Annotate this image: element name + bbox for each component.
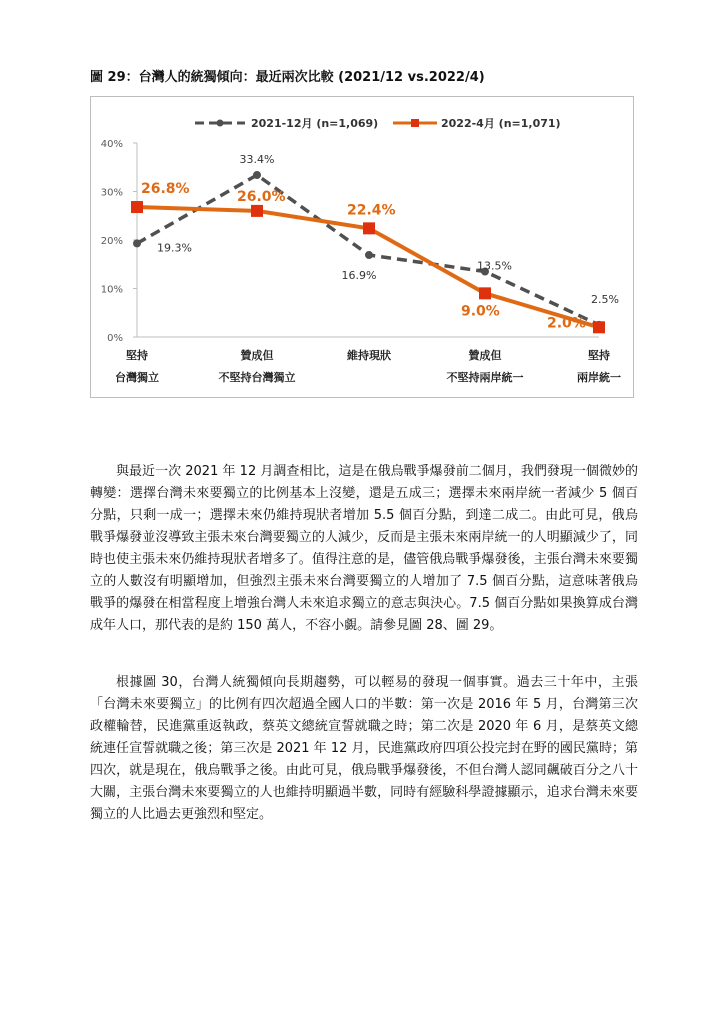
x-category-label: 維持現狀 [347, 349, 391, 362]
x-category-label: 不堅持兩岸統一 [446, 371, 524, 384]
line-chart [91, 97, 633, 397]
series-line-2021-12 [137, 175, 599, 325]
x-category-label: 不堅持台灣獨立 [218, 371, 296, 384]
legend-marker-2022-4 [411, 119, 419, 127]
data-point-2022-4 [593, 321, 605, 333]
legend-label-2022-4: 2022-4月 (n=1,071) [441, 117, 561, 130]
x-category-label: 台灣獨立 [115, 371, 159, 384]
body-paragraph-2: 根據圖 30，台灣人統獨傾向長期趨勢，可以輕易的發現一個事實。過去三十年中，主張「台灣未來要獨立」的比例有四次超過全國人口的半數：第一次是 2016 年 5 月，台灣第三次政權輪替，民進黨重返執政，蔡英文總統宣誓就職之時；第二次是 2020 年 6 月，是蔡英文總統連任宣誓就職之後；第三次是 2021 年 12 月，民進黨政府四項公投完封在野的國民黨時；第四次，就是現在，俄烏戰爭之後。由此可見，俄烏戰爭爆發後，不但台灣人認同飆破百分之八十大關，主張台灣未來要獨立的人也維持明顯過半數，同時有經驗科學證據顯示，追求台灣未來要獨立的人比過去更強烈和堅定。 [90, 675, 638, 822]
body-paragraph-1: 與最近一次 2021 年 12 月調查相比，這是在俄烏戰爭爆發前二個月，我們發現一個微妙的轉變：選擇台灣未來要獨立的比例基本上沒變，還是五成三；選擇未來兩岸統一者減少 5 個百分點，只剩一成一；選擇未來仍維持現狀者增加 5.5 個百分點，到達二成二。由此可見，俄烏戰爭爆發並沒導致主張未來台灣要獨立的人減少，反而是主張未來兩岸統一的人明顯減少了，同時也使主張未來仍維持現狀者增多了。值得注意的是，儘管俄烏戰爭爆發後，主張台灣未來要獨立的人數沒有明顯增加，但強烈主張未來台灣要獨立的人增加了 7.5 個百分點，這意味著俄烏戰爭的爆發在相當程度上增強台灣人未來追求獨立的意志與決心。7.5 個百分點如果換算成台灣成年人口，那代表的是約 150 萬人，不容小覷。請參見圖 28、圖 29。 [90, 464, 638, 633]
legend-marker-2021-12 [217, 120, 224, 127]
data-point-2021-12 [253, 171, 261, 179]
data-point-2021-12 [365, 251, 373, 259]
data-label-2021-12: 2.5% [591, 292, 619, 306]
data-label-2021-12: 16.9% [341, 269, 377, 283]
y-tick-label: 10% [100, 284, 123, 296]
data-label-2021-12: 33.4% [239, 153, 275, 167]
legend-label-2021-12: 2021-12月 (n=1,069) [251, 117, 379, 130]
data-point-2021-12 [133, 239, 141, 247]
data-point-2022-4 [131, 201, 143, 213]
x-category-label: 贊成但 [468, 349, 502, 362]
x-category-label: 贊成但 [240, 349, 274, 362]
y-tick-label: 20% [100, 236, 123, 247]
y-tick-label: 0% [107, 333, 123, 344]
y-tick-label: 40% [100, 139, 123, 150]
y-tick-label: 30% [100, 187, 123, 199]
x-category-label: 堅持 [588, 349, 610, 362]
data-point-2022-4 [479, 287, 491, 299]
data-label-2021-12: 13.5% [477, 259, 512, 273]
data-label-2022-4: 26.0% [237, 188, 286, 205]
data-label-2022-4: 26.8% [141, 181, 190, 198]
data-label-2022-4: 22.4% [347, 202, 396, 219]
data-point-2022-4 [251, 205, 263, 217]
chart-frame [90, 96, 634, 398]
figure-title: 圖 29：台灣人的統獨傾向：最近兩次比較 (2021/12 vs.2022/4) [90, 70, 485, 85]
data-point-2022-4 [363, 222, 375, 234]
x-category-label: 堅持 [126, 349, 148, 362]
data-label-2022-4: 2.0% [547, 315, 586, 332]
x-category-label: 兩岸統一 [577, 371, 621, 384]
data-label-2022-4: 9.0% [461, 303, 500, 320]
data-label-2021-12: 19.3% [157, 241, 192, 255]
